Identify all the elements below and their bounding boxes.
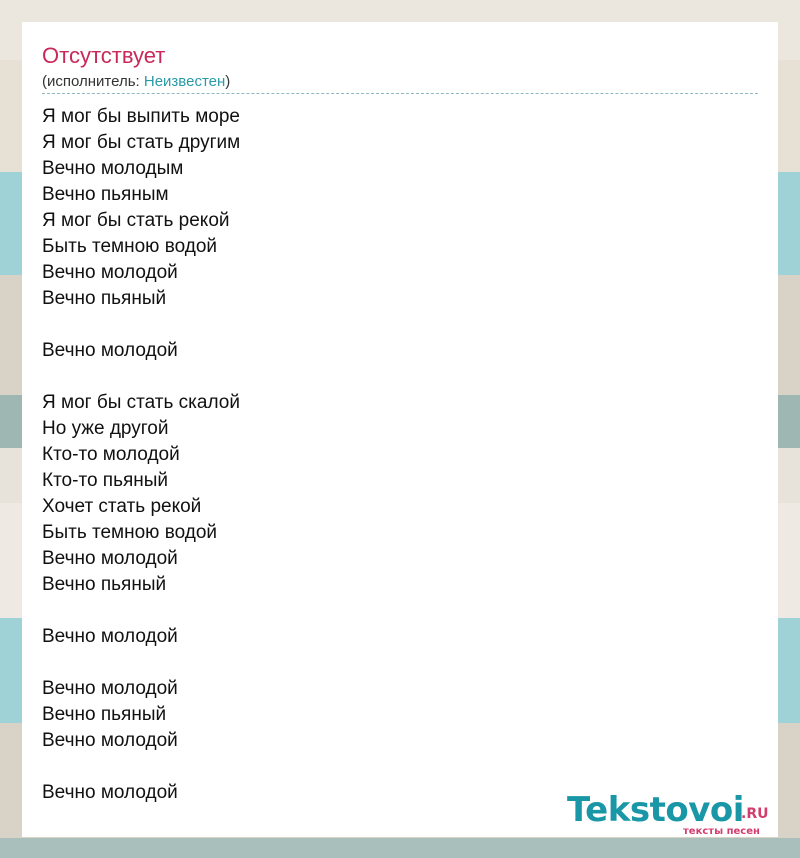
lyric-line: Вечно молодой [42, 340, 178, 361]
lyric-line: Кто-то пьяный [42, 470, 169, 491]
artist-prefix: (исполнитель: [42, 73, 144, 90]
lyric-line [42, 650, 240, 676]
lyric-line: Хочет стать рекой [42, 496, 202, 517]
lyric-line: Вечно пьяный [42, 574, 167, 595]
lyric-line: Вечно пьяный [42, 704, 167, 725]
lyric-line: Кто-то молодой [42, 444, 180, 465]
logo-tagline: тексты песен [683, 826, 760, 837]
artist-link[interactable]: Неизвестен [143, 73, 226, 90]
lyrics-card [22, 22, 778, 837]
lyric-line: Но уже другой [42, 418, 169, 439]
lyric-line [42, 312, 240, 338]
lyric-line: Я мог бы стать другим [42, 132, 241, 153]
lyric-line: Вечно молодой [42, 262, 178, 283]
lyric-line: Вечно пьяный [42, 288, 167, 309]
lyric-line [42, 364, 240, 390]
lyric-line: Быть темною водой [42, 236, 218, 257]
lyric-line: Вечно молодой [42, 730, 178, 751]
lyric-line: Вечно молодой [42, 678, 178, 699]
lyrics-text [42, 104, 240, 806]
lyric-line: Вечно пьяным [42, 184, 169, 205]
logo-tld: .RU [741, 806, 769, 822]
song-title: Отсутствует [42, 43, 166, 68]
lyric-line: Я мог бы стать рекой [42, 210, 230, 231]
lyric-line: Вечно молодой [42, 626, 178, 647]
logo-wordmark: Tekstovoi [567, 790, 744, 830]
lyric-line: Вечно молодым [42, 158, 184, 179]
artist-suffix: ) [225, 73, 231, 90]
lyric-line: Я мог бы выпить море [42, 106, 240, 127]
lyric-line: Я мог бы стать скалой [42, 392, 240, 413]
artist-line [42, 73, 230, 91]
stripe-grey-teal [0, 838, 800, 858]
lyric-line: Вечно молодой [42, 548, 178, 569]
lyric-line [42, 598, 240, 624]
lyric-line: Быть темною водой [42, 522, 218, 543]
title-divider [42, 93, 758, 94]
lyric-line [42, 754, 240, 780]
site-logo[interactable] [567, 790, 777, 838]
lyric-line: Вечно молодой [42, 782, 178, 803]
